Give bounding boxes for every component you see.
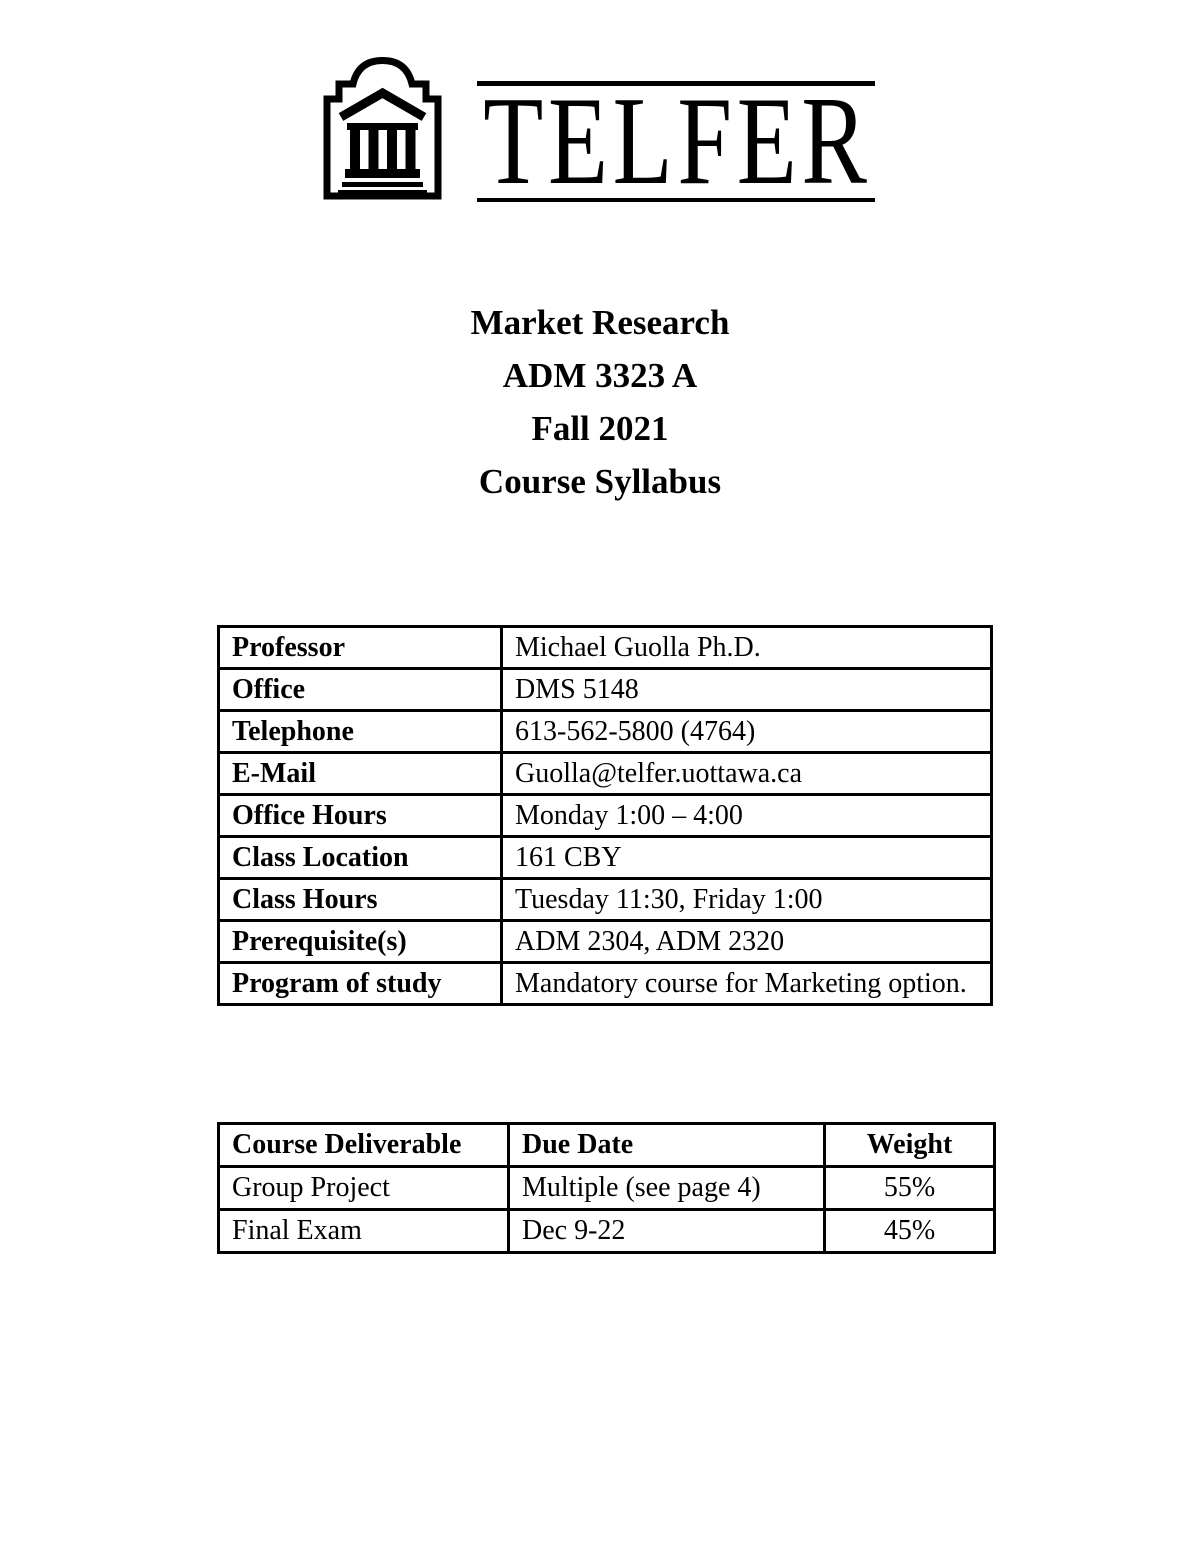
deliverable-header: Course Deliverable xyxy=(219,1124,509,1167)
document-type: Course Syllabus xyxy=(478,462,722,501)
info-value: Michael Guolla Ph.D. xyxy=(502,627,992,669)
info-value: Monday 1:00 – 4:00 xyxy=(502,795,992,837)
telfer-wordmark-text: TELFER xyxy=(483,72,872,211)
deliverable-name: Final Exam xyxy=(219,1210,509,1253)
course-term: Fall 2021 xyxy=(531,409,669,448)
deliverables-table xyxy=(217,1122,996,1254)
telfer-building-icon xyxy=(322,57,443,200)
table-row xyxy=(219,711,992,753)
table-row xyxy=(219,837,992,879)
info-label: Office xyxy=(219,669,502,711)
info-value: ADM 2304, ADM 2320 xyxy=(502,921,992,963)
course-info-table xyxy=(217,625,993,1006)
info-value: 613-562-5800 (4764) xyxy=(502,711,992,753)
weight-header: Weight xyxy=(825,1124,995,1167)
course-title-block xyxy=(0,296,1200,508)
table-header-row xyxy=(219,1124,995,1167)
info-label: Office Hours xyxy=(219,795,502,837)
info-value: Tuesday 11:30, Friday 1:00 xyxy=(502,879,992,921)
table-row xyxy=(219,753,992,795)
due-date: Multiple (see page 4) xyxy=(509,1167,825,1210)
info-label: Program of study xyxy=(219,963,502,1005)
info-value: 161 CBY xyxy=(502,837,992,879)
info-value: DMS 5148 xyxy=(502,669,992,711)
table-row xyxy=(219,1210,995,1253)
info-label: Class Hours xyxy=(219,879,502,921)
weight-value: 55% xyxy=(825,1167,995,1210)
info-value: Mandatory course for Marketing option. xyxy=(502,963,992,1005)
due-date-header: Due Date xyxy=(509,1124,825,1167)
table-row xyxy=(219,921,992,963)
table-row xyxy=(219,669,992,711)
table-row xyxy=(219,627,992,669)
info-label: Class Location xyxy=(219,837,502,879)
telfer-wordmark xyxy=(477,72,875,211)
info-label: E-Mail xyxy=(219,753,502,795)
due-date: Dec 9-22 xyxy=(509,1210,825,1253)
table-row xyxy=(219,795,992,837)
info-value: Guolla@telfer.uottawa.ca xyxy=(502,753,992,795)
info-label: Professor xyxy=(219,627,502,669)
table-row xyxy=(219,879,992,921)
table-row xyxy=(219,1167,995,1210)
weight-value: 45% xyxy=(825,1210,995,1253)
course-code: ADM 3323 A xyxy=(502,356,698,395)
table-row xyxy=(219,963,992,1005)
info-label: Telephone xyxy=(219,711,502,753)
course-name: Market Research xyxy=(470,303,730,342)
info-label: Prerequisite(s) xyxy=(219,921,502,963)
deliverable-name: Group Project xyxy=(219,1167,509,1210)
